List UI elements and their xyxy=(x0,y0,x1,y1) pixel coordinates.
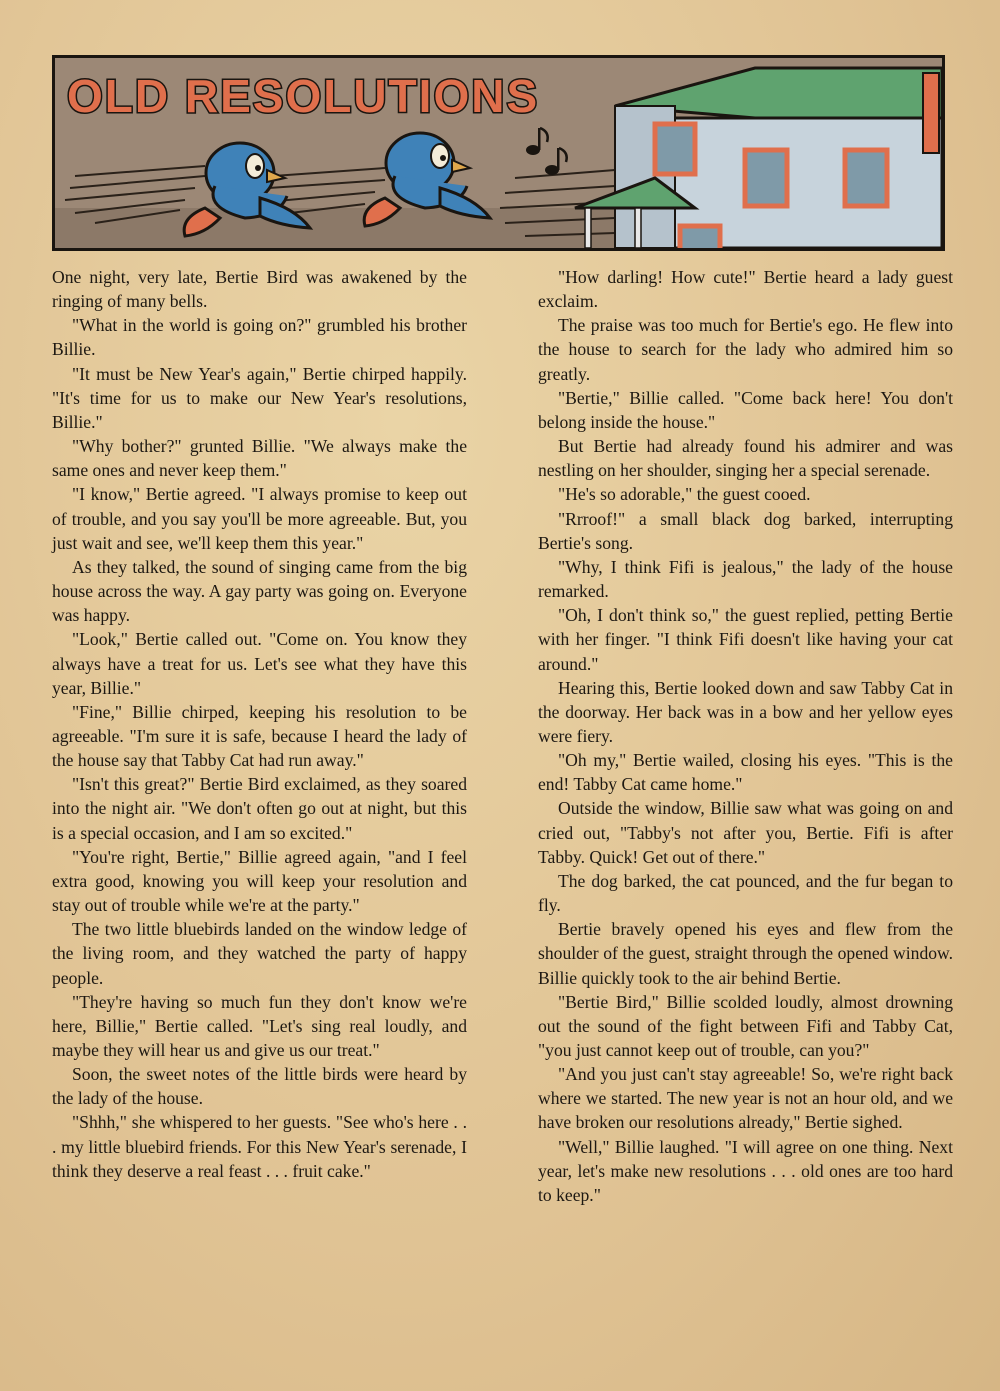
paragraph: The praise was too much for Bertie's ego. He flew into the house to search for the lady who admired him so greatly. xyxy=(538,315,953,384)
paragraph: "Rrroof!" a small black dog barked, interrupting Bertie's song. xyxy=(538,508,953,553)
paragraph: "Fine," Billie chirped, keeping his resolution to be agreeable. "I'm sure it is safe, because I heard the lady of the house say that Tabby Cat had run away." xyxy=(52,701,467,771)
story-title: OLD RESOLUTIONS xyxy=(67,70,540,122)
paragraph: "Bertie Bird," Billie scolded loudly, almost drowning out the sound of the fight between Fifi and Tabby Cat, "you just cannot keep out of trouble, can you?" xyxy=(538,991,953,1060)
paragraph: "How darling! How cute!" Bertie heard a lady guest exclaim. xyxy=(538,267,953,312)
paragraph: "I know," Bertie agreed. "I always promise to keep out of trouble, and you say you'll be more agreeable. But, you just wait and see, we'll keep them this year." xyxy=(52,484,467,553)
paragraph: "It must be New Year's again," Bertie chirped happily. "It's time for us to make our New Year's resolutions, Billie." xyxy=(52,363,467,432)
paragraph: "Isn't this great?" Bertie Bird exclaimed, as they soared into the night air. "We don't often go out at night, but this is a special occasion, and I am so excited." xyxy=(52,774,467,843)
paragraph: Soon, the sweet notes of the little birds were heard by the lady of the house. xyxy=(52,1064,467,1109)
left-column xyxy=(52,265,467,1183)
right-column xyxy=(538,265,953,1207)
paragraph: Hearing this, Bertie looked down and saw Tabby Cat in the doorway. Her back was in a bow and her yellow eyes were fiery. xyxy=(538,677,953,746)
paragraph: The dog barked, the cat pounced, and the fur began to fly. xyxy=(538,870,953,916)
paragraph: "Oh my," Bertie wailed, closing his eyes. "This is the end! Tabby Cat came home." xyxy=(538,750,953,795)
paragraph: Bertie bravely opened his eyes and flew from the shoulder of the guest, straight through the opened window. Billie quickly took to the air behind Bertie. xyxy=(538,919,953,988)
paragraph: "Shhh," she whispered to her guests. "See who's here . . . my little bluebird friends. For this New Year's serenade, I think they deserve a real feast . . . fruit cake." xyxy=(52,1112,467,1181)
title-panel xyxy=(52,55,945,251)
paragraph: "What in the world is going on?" grumbled his brother Billie. xyxy=(52,315,467,360)
paragraph: "You're right, Bertie," Billie agreed again, "and I feel extra good, knowing you will keep your resolution and stay out of trouble while we're at the party." xyxy=(52,846,467,916)
paragraph: "Why, I think Fifi is jealous," the lady of the house remarked. xyxy=(538,556,953,602)
paragraph: "Bertie," Billie called. "Come back here! You don't belong inside the house." xyxy=(538,387,953,432)
paragraph: One night, very late, Bertie Bird was awakened by the ringing of many bells. xyxy=(52,267,467,312)
paragraph: "Well," Billie laughed. "I will agree on one thing. Next year, let's make new resolutions . . . old ones are too hard to keep." xyxy=(538,1136,953,1205)
paragraph: The two little bluebirds landed on the window ledge of the living room, and they watched the party of happy people. xyxy=(52,919,467,988)
paragraph: "Oh, I don't think so," the guest replied, petting Bertie with her finger. "I think Fifi doesn't like having your cat around." xyxy=(538,605,953,674)
paragraph: But Bertie had already found his admirer and was nestling on her shoulder, singing her a special serenade. xyxy=(538,436,953,481)
paragraph: "He's so adorable," the guest cooed. xyxy=(558,484,811,505)
paragraph: Outside the window, Billie saw what was going on and cried out, "Tabby's not after you, Bertie. Fifi is after Tabby. Quick! Get out of there." xyxy=(538,798,953,867)
paragraph: "They're having so much fun they don't know we're here, Billie," Bertie called. "Let's sing real loudly, and maybe they will hear us and give us our treat." xyxy=(52,991,467,1060)
paragraph: As they talked, the sound of singing came from the big house across the way. A gay party was going on. Everyone was happy. xyxy=(52,556,467,626)
paragraph: "Look," Bertie called out. "Come on. You know they always have a treat for us. Let's see what they have this year, Billie." xyxy=(52,629,467,698)
paragraph: "Why bother?" grunted Billie. "We always make the same ones and never keep them." xyxy=(52,436,467,481)
paragraph: "And you just can't stay agreeable! So, we're right back where we started. The new year is not an hour old, and we have broken our resolutions already," Bertie sighed. xyxy=(538,1064,953,1133)
bluebirds-flying-to-house-illustration xyxy=(55,58,942,248)
